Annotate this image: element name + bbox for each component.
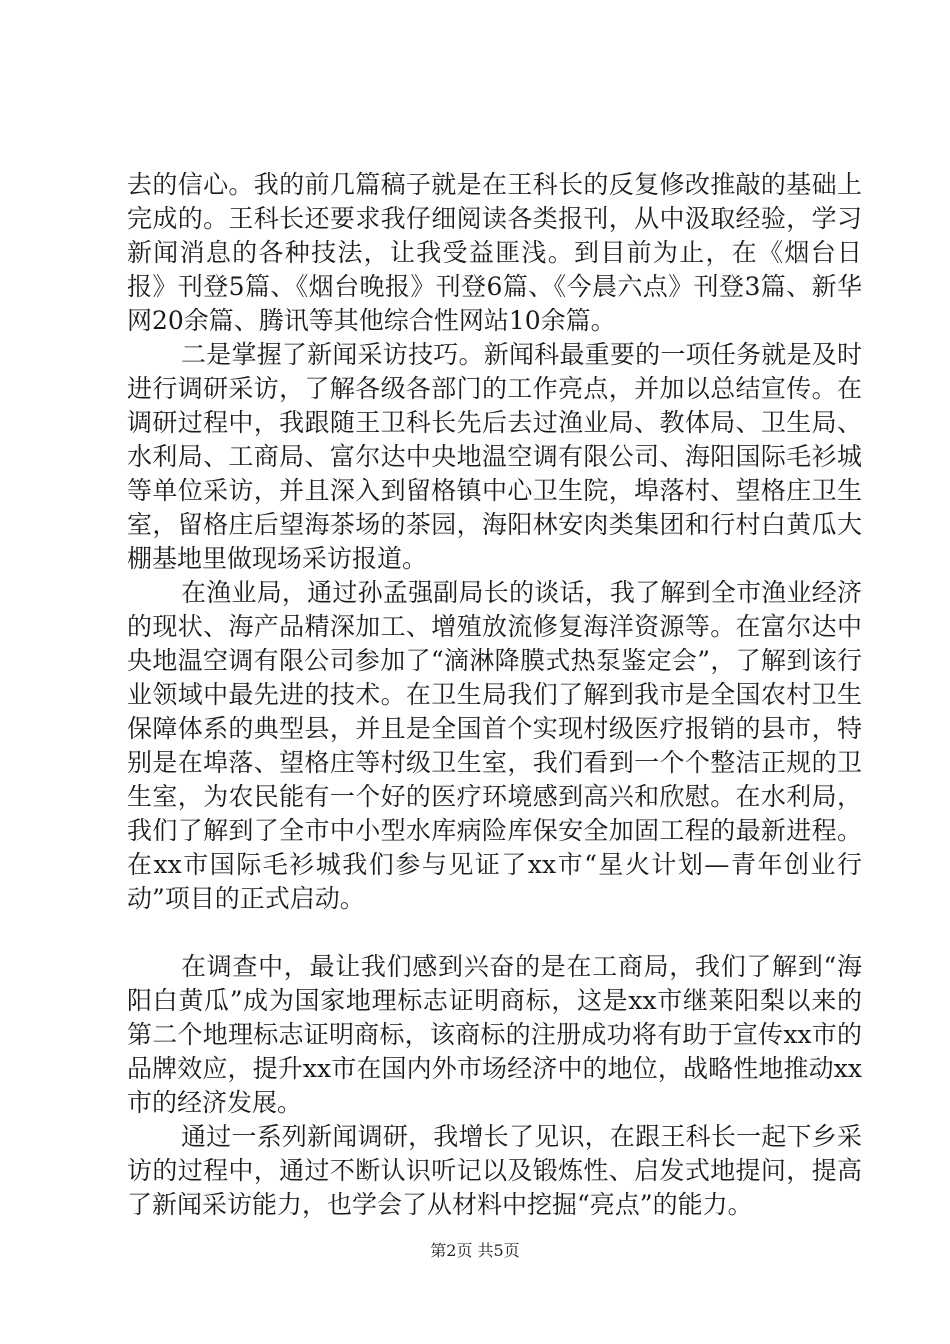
paragraph-1: 去的信心。我的前几篇稿子就是在王科长的反复修改推敲的基础上完成的。王科长还要求我仔细阅读各类报刊，从中汲取经验，学习新闻消息的各种技法，让我受益匪浅。到目前为止，在《烟台日报》刊登5篇、《烟台晚报》刊登6篇、《今晨六点》刊登3篇、新华网20余篇、腾讯等其他综合性网站10余篇。: [127, 170, 862, 335]
page-footer: 第2页 共5页: [430, 1241, 520, 1260]
paragraph-2: 二是掌握了新闻采访技巧。新闻科最重要的一项任务就是及时进行调研采访，了解各级各部门的工作亮点，并加以总结宣传。在调研过程中，我跟随王卫科长先后去过渔业局、教体局、卫生局、水利局、工商局、富尔达中央地温空调有限公司、海阳国际毛衫城等单位采访，并且深入到留格镇中心卫生院，埠落村、望格庄卫生室，留格庄后望海茶场的茶园，海阳林安肉类集团和行村白黄瓜大棚基地里做现场采访报道。: [127, 340, 862, 573]
paragraph-3: 在渔业局，通过孙孟强副局长的谈话，我了解到全市渔业经济的现状、海产品精深加工、增殖放流修复海洋资源等。在富尔达中央地温空调有限公司参加了“滴淋降膜式热泵鉴定会”，了解到该行业领域中最先进的技术。在卫生局我们了解到我市是全国农村卫生保障体系的典型县，并且是全国首个实现村级医疗报销的县市，特别是在埠落、望格庄等村级卫生室，我们看到一个个整洁正规的卫生室，为农民能有一个好的医疗环境感到高兴和欣慰。在水利局，我们了解到了全市中小型水库病险库保安全加固工程的最新进程。在xx市国际毛衫城我们参与见证了xx市“星火计划—青年创业行动”项目的正式启动。: [127, 578, 862, 913]
blank-line: [127, 916, 862, 950]
document-body: [127, 168, 862, 1222]
paragraph-5: 通过一系列新闻调研，我增长了见识，在跟王科长一起下乡采访的过程中，通过不断认识听记以及锻炼性、启发式地提问，提高了新闻采访能力，也学会了从材料中挖掘“亮点”的能力。: [127, 1122, 862, 1219]
paragraph-4: 在调查中，最让我们感到兴奋的是在工商局，我们了解到“海阳白黄瓜”成为国家地理标志证明商标，这是xx市继莱阳梨以来的第二个地理标志证明商标，该商标的注册成功将有助于宣传xx市的品牌效应，提升xx市在国内外市场经济中的地位，战略性地推动xx市的经济发展。: [127, 952, 862, 1117]
